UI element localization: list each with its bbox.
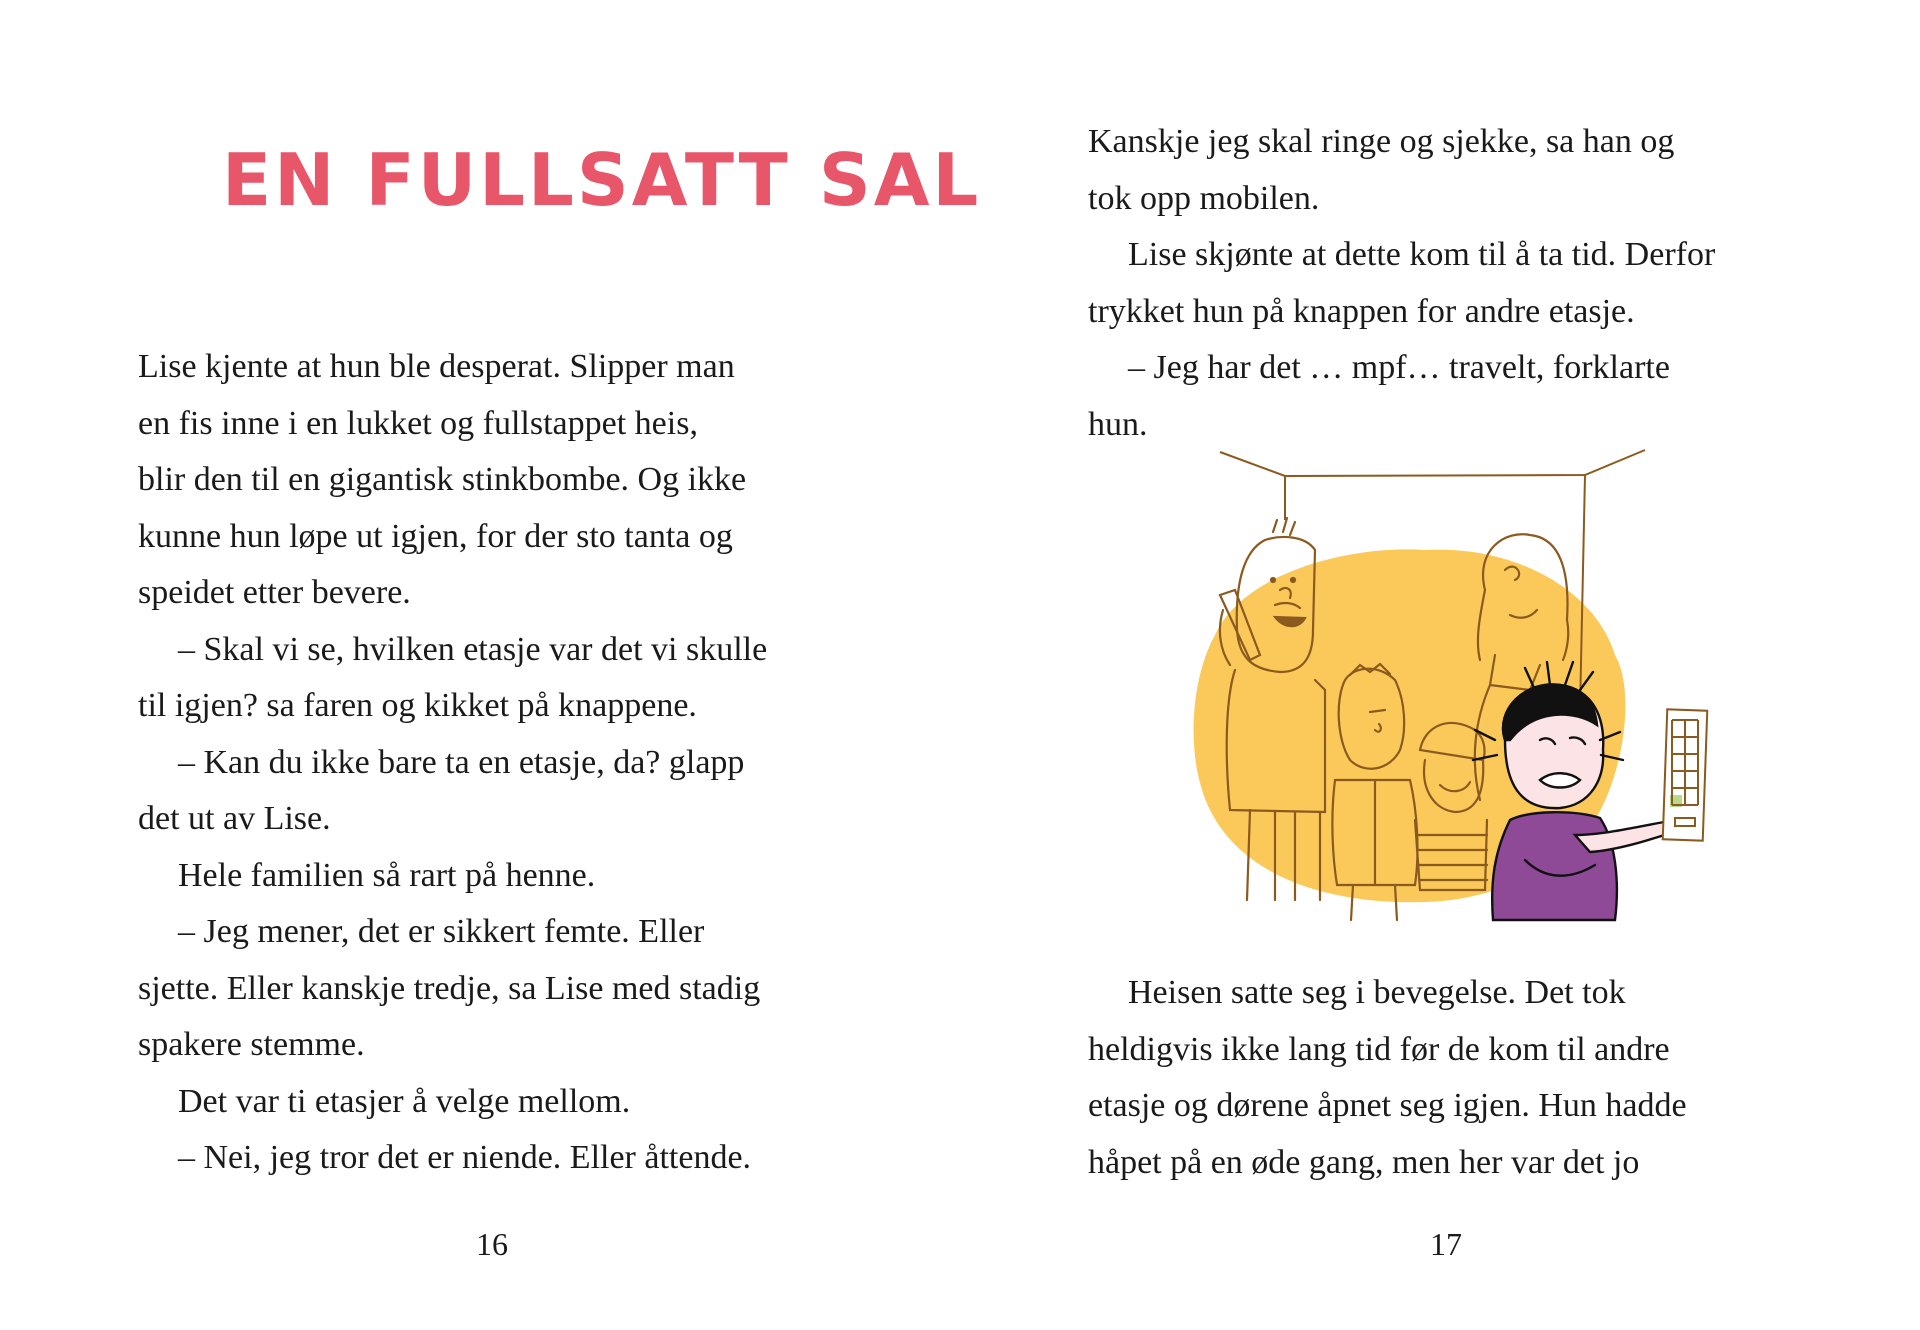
text-line: heldigvis ikke lang tid før de kom til andre xyxy=(1088,1030,1670,1068)
text-line: en fis inne i en lukket og fullstappet heis, xyxy=(138,404,698,442)
elevator-family-illustration xyxy=(1175,440,1735,940)
text-line: tok opp mobilen. xyxy=(1088,179,1320,217)
text-line: sjette. Eller kanskje tredje, sa Lise med stadig xyxy=(138,969,761,1007)
text-line: etasje og dørene åpnet seg igjen. Hun hadde xyxy=(1088,1087,1687,1124)
text-line: Lise skjønte at dette kom til å ta tid. Derfor xyxy=(1128,236,1716,273)
text-line: håpet på en øde gang, men her var det jo xyxy=(1088,1143,1640,1181)
right-bottom-text xyxy=(1088,965,1828,1191)
chapter-title: EN FULLSATT SAL xyxy=(222,138,982,222)
text-line: kunne hun løpe ut igjen, for der sto tanta og xyxy=(138,517,733,555)
text-line: Hele familien så rart på henne. xyxy=(178,856,596,894)
text-line: til igjen? sa faren og kikket på knappene. xyxy=(138,687,697,724)
right-top-text xyxy=(1088,114,1828,453)
elevator-button-panel xyxy=(1663,709,1708,840)
text-line: – Kan du ikke bare ta en etasje, da? glapp xyxy=(178,743,745,781)
text-line: hun. xyxy=(1088,405,1148,443)
left-body-text xyxy=(138,339,858,1187)
text-line: Lise kjente at hun ble desperat. Slipper man xyxy=(138,348,735,385)
text-line: spakere stemme. xyxy=(138,1026,365,1063)
text-line: det ut av Lise. xyxy=(138,800,331,837)
text-line: trykket hun på knappen for andre etasje. xyxy=(1088,292,1635,330)
text-line: blir den til en gigantisk stinkbombe. Og ikke xyxy=(138,461,747,498)
page-number-right: 17 xyxy=(1430,1226,1462,1262)
text-line: speidet etter bevere. xyxy=(138,574,411,611)
text-line: – Jeg har det … mpf… travelt, forklarte xyxy=(1128,349,1670,386)
text-line: Det var ti etasjer å velge mellom. xyxy=(178,1082,631,1120)
text-line: Kanskje jeg skal ringe og sjekke, sa han og xyxy=(1088,123,1675,160)
page-number-left: 16 xyxy=(476,1226,508,1262)
text-line: – Jeg mener, det er sikkert femte. Eller xyxy=(178,913,705,950)
text-line: – Skal vi se, hvilken etasje var det vi skulle xyxy=(178,630,768,668)
text-line: Heisen satte seg i bevegelse. Det tok xyxy=(1128,974,1626,1011)
text-line: – Nei, jeg tror det er niende. Eller åttende. xyxy=(178,1139,752,1176)
